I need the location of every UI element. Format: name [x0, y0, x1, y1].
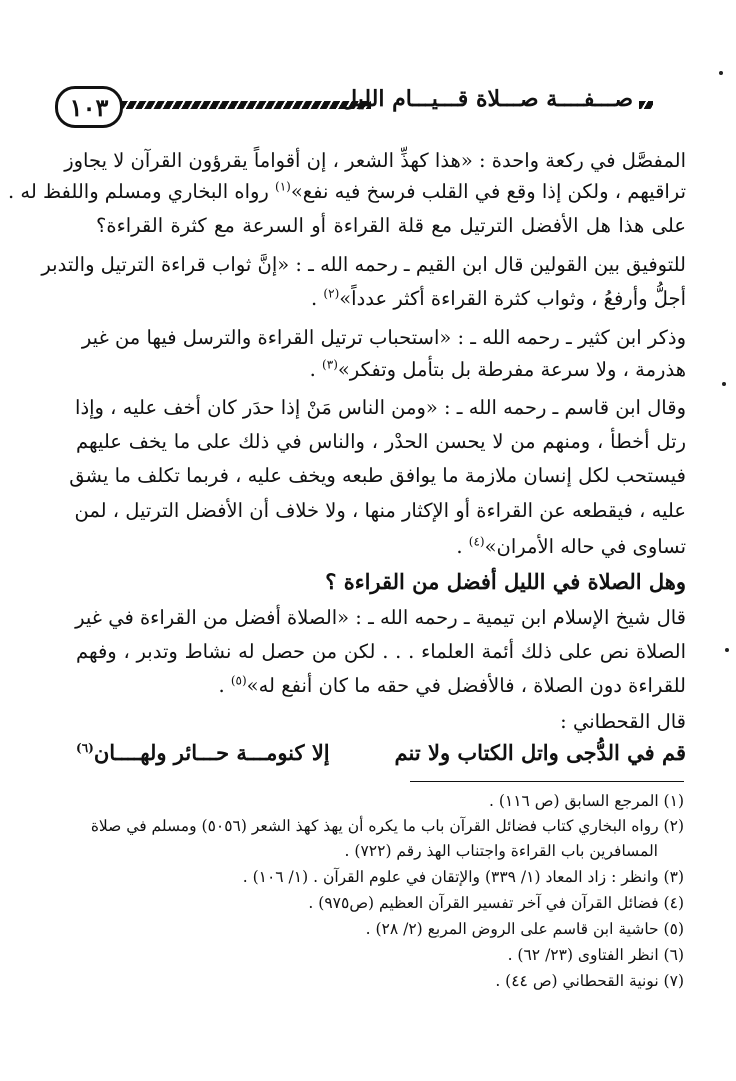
header-rule-right	[639, 101, 653, 109]
footnote-5: (٥) حاشية ابن قاسم على الروض المربع (٢/ ٢٨) .	[365, 920, 684, 938]
body-line-13: قال شيخ الإسلام ابن تيمية ـ رحمه الله ـ : «الصلاة أفضل من القراءة في غير	[75, 606, 686, 629]
body-line-8: وقال ابن قاسم ـ رحمه الله ـ : «ومن الناس مَنْ إذا حدَر كان أخف عليه ، وإذا	[75, 396, 686, 419]
scan-speck	[722, 382, 726, 386]
body-line-16: قال القحطاني :	[560, 710, 686, 733]
verse-first-hemistich: قم في الدُّجى واتل الكتاب ولا تنم	[394, 740, 686, 765]
body-line-9: رتل أخطأ ، ومنهم من لا يحسن الحدْر ، والناس في ذلك على ما يخف عليهم	[76, 430, 686, 453]
footnote-1: (١) المرجع السابق (ص ١١٦) .	[488, 792, 684, 810]
header-rule-left	[121, 101, 371, 109]
footnote-ref-6: (٦)	[76, 741, 94, 755]
running-header	[55, 84, 653, 128]
footnote-2-continued: المسافرين باب القراءة واجتناب الهذ رقم (٧٢٢) .	[344, 842, 658, 860]
footnote-4: (٤) فضائل القرآن في آخر تفسير القرآن العظيم (ص٩٧٥) .	[308, 894, 684, 912]
body-line-10: فيستحب لكل إنسان ملازمة ما يوافق طبعه ويخف عليه ، فربما تكلف ما يشق	[69, 464, 686, 487]
footnote-ref-3: (٣)	[322, 357, 338, 372]
section-heading: وهل الصلاة في الليل أفضل من القراءة ؟	[325, 569, 686, 594]
poem-verse	[76, 739, 686, 767]
body-line-6: وذكر ابن كثير ـ رحمه الله ـ : «استحباب ترتيل القراءة والترسل فيها من غير	[81, 326, 686, 349]
body-line-12: تساوى في حاله الأمران»$^{(٤)}$ .	[456, 534, 686, 558]
footnote-3: (٣) وانظر : زاد المعاد (١/ ٣٣٩) والإتقان في علوم القرآن . (١/ ١٠٦) .	[242, 868, 684, 886]
footnote-6: (٦) انظر الفتاوى (٢٣/ ٦٢) .	[507, 946, 684, 964]
body-line-14: الصلاة نص على ذلك أئمة العلماء . . . لكن من حصل له نشاط وتدبر ، وفهم	[76, 640, 686, 663]
body-line-11: عليه ، فيقطعه عن القراءة أو الإكثار منها ، ولا خلاف أن الأفضل الترتيل ، لمن	[74, 499, 686, 522]
scan-speck	[725, 648, 729, 652]
body-line-1: المفصَّل في ركعة واحدة : «هذا كهذِّ الشعر ، إن أقواماً يقرؤون القرآن لا يجاوز	[64, 149, 686, 172]
header-title: صـــفــــة صـــلاة قـــيـــام الليل	[341, 86, 633, 112]
body-line-15: للقراءة دون الصلاة ، فالأفضل في حقه ما كان أنفع له»$^{(٥)}$ .	[218, 673, 686, 697]
footnote-ref-5: (٥)	[230, 673, 247, 688]
footnote-ref-2: (٢)	[323, 286, 340, 301]
body-line-7: هذرمة ، ولا سرعة مفرطة بل بتأمل وتفكر»$^{(٣)}$ .	[309, 357, 686, 381]
scan-speck	[719, 71, 723, 75]
body-line-3: على هذا هل الأفضل الترتيل مع قلة القراءة أو السرعة مع كثرة القراءة؟	[96, 214, 686, 237]
footnote-2: (٢) رواه البخاري كتاب فضائل القرآن باب ما يكره أن يهذ كهذ الشعر (٥٠٥٦) ومسلم في صلاة	[90, 817, 684, 835]
body-line-4: للتوفيق بين القولين قال ابن القيم ـ رحمه الله ـ : «إنَّ ثواب قراءة الترتيل والتدبر	[41, 253, 686, 276]
footnote-ref-4: (٤)	[468, 534, 485, 549]
footnote-7: (٧) نونية القحطاني (ص ٤٤) .	[495, 972, 684, 990]
verse-second-hemistich: إلا كنومـــة حـــائر ولهــــان$^{(٦)}$	[76, 740, 330, 765]
page-number: ١٠٣	[55, 86, 123, 128]
footnote-ref-1: (١)	[275, 179, 291, 194]
body-line-5: أجلُّ وأرفعُ ، وثواب كثرة القراءة أكثر عدداً»$^{(٢)}$ .	[311, 286, 686, 310]
body-line-2: تراقيهم ، ولكن إذا وقع في القلب فرسخ فيه نفع»$^{(١)}$ رواه البخاري ومسلم واللفظ له .	[8, 179, 686, 203]
footnote-separator	[410, 781, 684, 782]
